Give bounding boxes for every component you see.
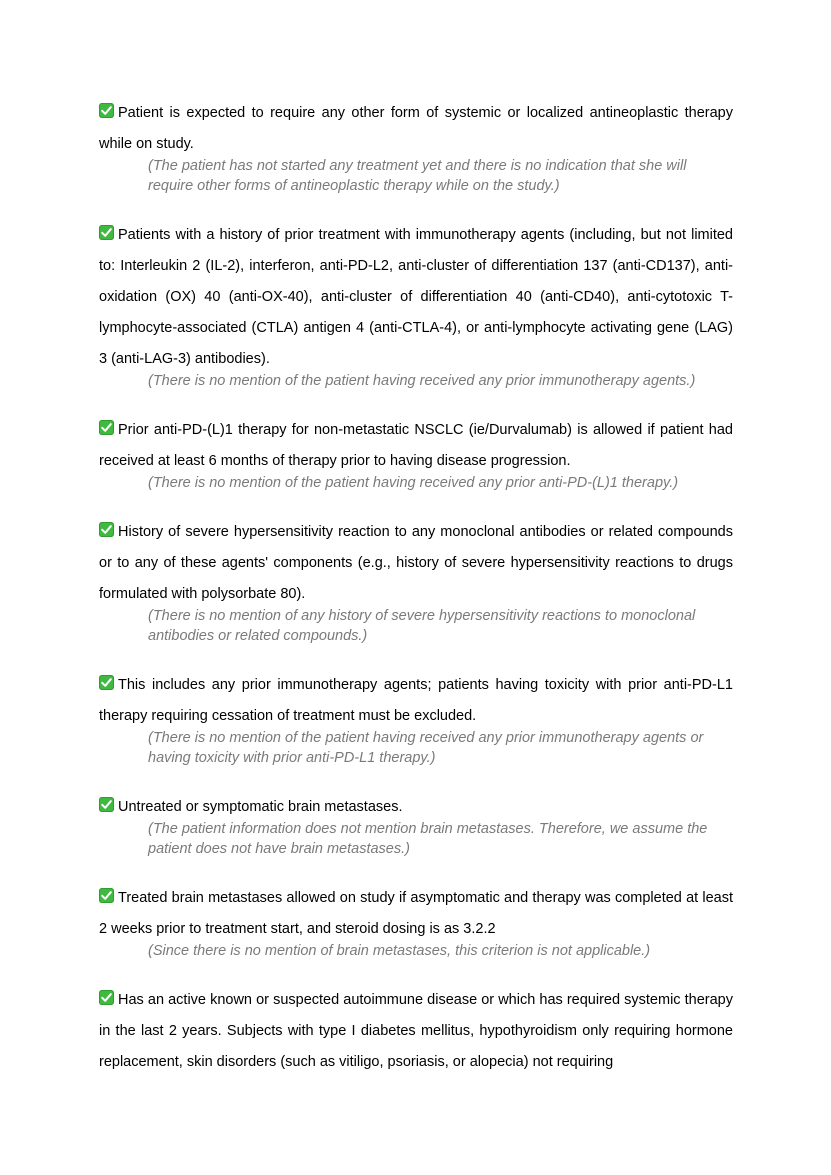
criterion-note: (Since there is no mention of brain metastases, this criterion is not applicable.) [148, 943, 651, 959]
check-mark-icon [99, 522, 114, 537]
criterion-text [99, 98, 733, 160]
check-mark-icon [99, 420, 114, 435]
criterion-text [99, 220, 733, 375]
criterion-note: (The patient information does not mention brain metastases. Therefore, we assume the patient does not have brain metastases.) [148, 821, 708, 857]
criterion-label: History of severe hypersensitivity reaction to any monoclonal antibodies or related compounds or to any of these agents' components (e.g., history of severe hypersensitivity reactions to drugs formulated with polysorbate 80). [99, 524, 733, 602]
check-mark-icon [99, 225, 114, 240]
criterion-note: (There is no mention of the patient having received any prior immunotherapy agents or having toxicity with prior anti-PD-L1 therapy.) [148, 730, 704, 766]
criterion-text [99, 883, 733, 945]
criterion-text [99, 670, 733, 732]
criterion-note: (There is no mention of the patient having received any prior anti-PD-(L)1 therapy.) [148, 475, 679, 491]
criterion-note: (There is no mention of any history of severe hypersensitivity reactions to monoclonal antibodies or related compounds.) [148, 608, 696, 644]
criterion-note: (The patient has not started any treatment yet and there is no indication that she will require other forms of antineoplastic therapy while on the study.) [148, 158, 687, 194]
criterion-text [99, 985, 733, 1078]
criterion-item [99, 220, 733, 391]
criterion-text [99, 415, 733, 477]
check-mark-icon [99, 797, 114, 812]
criterion-item [99, 792, 733, 859]
criterion-item [99, 517, 733, 646]
check-mark-icon [99, 888, 114, 903]
criterion-label: Patients with a history of prior treatment with immunotherapy agents (including, but not limited to: Interleukin 2 (IL-2), interferon, anti-PD-L2, anti-cluster of differentiation 137 (anti-CD137), anti-oxidation (OX) 40 (anti-OX-40), anti-cluster of differentiation 40 (anti-CD40), anti-cytotoxic T-lymphocyte-associated (CTLA) antigen 4 (anti-CTLA-4), or anti-lymphocyte activating gene (LAG) 3 (anti-LAG-3) antibodies). [99, 227, 733, 367]
criterion-label: Has an active known or suspected autoimmune disease or which has required systemic therapy in the last 2 years. Subjects with type I diabetes mellitus, hypothyroidism only requiring hormone replacement, skin disorders (such as vitiligo, psoriasis, or alopecia) not requiring [99, 992, 733, 1070]
document-page [99, 98, 733, 1102]
check-mark-icon [99, 103, 114, 118]
criterion-label: Untreated or symptomatic brain metastases. [118, 799, 403, 815]
criterion-note: (There is no mention of the patient having received any prior immunotherapy agents.) [148, 373, 696, 389]
criterion-label: Patient is expected to require any other form of systemic or localized antineoplastic therapy while on study. [99, 105, 733, 152]
criterion-item [99, 985, 733, 1078]
criterion-text [99, 517, 733, 610]
criterion-label: Treated brain metastases allowed on study if asymptomatic and therapy was completed at least 2 weeks prior to treatment start, and steroid dosing is as 3.2.2 [99, 890, 733, 937]
criterion-item [99, 98, 733, 196]
criterion-item [99, 883, 733, 961]
check-mark-icon [99, 675, 114, 690]
criterion-label: This includes any prior immunotherapy agents; patients having toxicity with prior anti-PD-L1 therapy requiring cessation of treatment must be excluded. [99, 677, 733, 724]
check-mark-icon [99, 990, 114, 1005]
criterion-label: Prior anti-PD-(L)1 therapy for non-metastatic NSCLC (ie/Durvalumab) is allowed if patient had received at least 6 months of therapy prior to having disease progression. [99, 422, 733, 469]
criterion-item [99, 415, 733, 493]
criterion-item [99, 670, 733, 768]
